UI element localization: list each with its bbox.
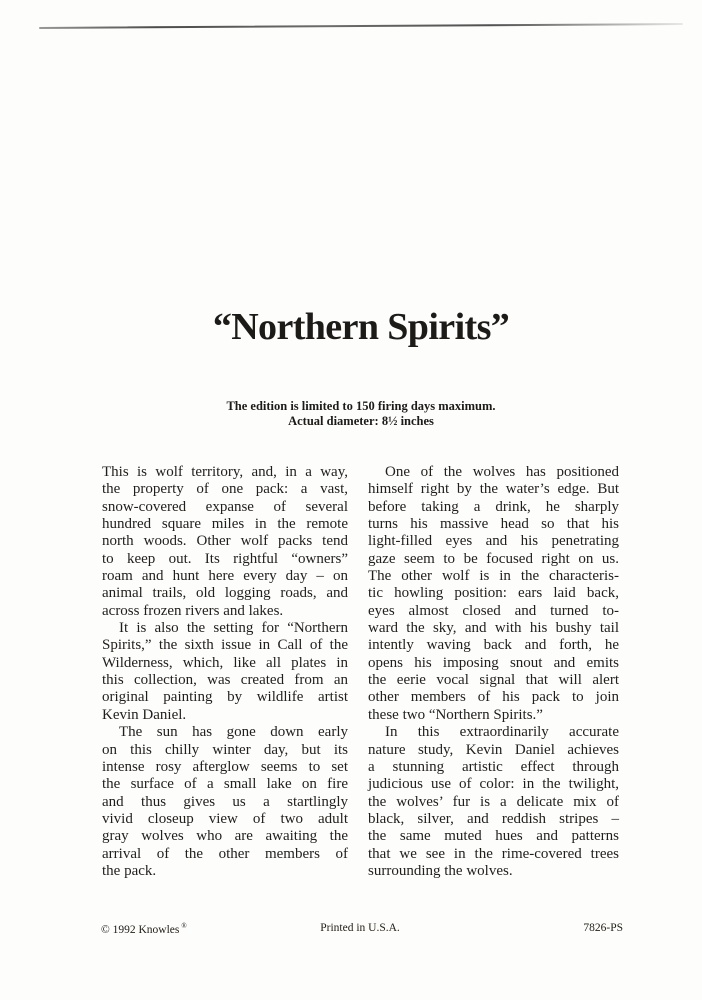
text-line: a stunning artistic effect through [368,758,619,775]
text-line: before taking a drink, he sharply [368,498,619,515]
text-line: the same muted hues and patterns [368,828,619,845]
text-line: animal trails, old logging roads, and [102,585,348,602]
text-line: nature study, Kevin Daniel achieves [368,741,619,758]
registered-trademark-mark: ® [181,922,187,930]
text-line: light-filled eyes and his penetrating [368,533,619,550]
text-line: arrival of the other members of [102,845,348,862]
text-line: this collection, was created from an [102,672,348,689]
text-line: roam and hunt here every day – on [102,568,348,585]
text-line: black, silver, and reddish stripes – [368,810,619,827]
text-line: surrounding the wolves. [368,862,513,879]
text-line: Kevin Daniel. [102,706,187,723]
text-line: that we see in the rime-covered trees [368,845,619,862]
text-line: the surface of a small lake on fire [102,776,348,793]
copyright-text: © 1992 Knowles [101,923,180,936]
text-line: gaze seem to be focused right on us. [368,550,619,567]
text-line: The sun has gone down early [119,724,348,741]
text-line: gray wolves who are awaiting the [102,828,348,845]
text-line: Wilderness, which, like all plates in [102,654,348,671]
text-line: himself right by the water’s edge. But [368,481,619,498]
right-text-column [368,464,619,880]
text-line: across frozen rivers and lakes. [102,602,284,619]
text-line: on this chilly winter day, but its [102,741,348,758]
text-line: tic howling position: ears laid back, [368,585,619,602]
text-line: judicious use of color: in the twilight, [368,776,619,793]
scan-edge-line [39,23,683,29]
text-line: opens his imposing snout and emits [368,654,619,671]
text-line: and thus gives us a startlingly [102,793,348,810]
printed-in-note: Printed in U.S.A. [320,922,400,934]
text-line: the property of one pack: a vast, [102,481,348,498]
text-line: The other wolf is in the characteris- [368,568,619,585]
text-line: intently waving back and forth, he [368,637,619,654]
text-line: It is also the setting for “Northern [119,620,348,637]
text-line: vivid closeup view of two adult [102,810,348,827]
text-line: intense rosy afterglow seems to set [102,758,348,775]
text-line: the wolves’ fur is a delicate mix of [368,793,619,810]
text-line: hundred square miles in the remote [102,516,348,533]
text-line: Spirits,” the sixth issue in Call of the [102,637,348,654]
text-line: the eerie vocal signal that will alert [368,672,619,689]
diameter-note: Actual diameter: 8½ inches [288,414,434,428]
edition-limit-note: The edition is limited to 150 firing days maximum. [226,399,496,413]
text-line: eyes almost closed and turned to- [368,602,619,619]
text-line: these two “Northern Spirits.” [368,706,543,723]
edition-notes [100,399,622,429]
text-line: the pack. [102,862,157,879]
text-line: north woods. Other wolf packs tend [102,533,348,550]
text-line: One of the wolves has positioned [385,464,619,480]
text-line: turns his massive head so that his [368,516,619,533]
text-line: snow-covered expanse of several [102,498,348,515]
text-line: to keep out. Its rightful “owners” [102,550,348,567]
text-line: In this extraordinarily accurate [385,724,619,741]
plate-title: “Northern Spirits” [212,306,510,348]
text-line: original painting by wildlife artist [102,689,348,706]
text-line: other members of his pack to join [368,689,619,706]
copyright-notice [101,922,187,936]
footer [0,922,702,942]
text-line: This is wolf territory, and, in a way, [102,464,348,480]
left-text-column [102,464,348,880]
text-line: ward the sky, and with his bushy tail [368,620,619,637]
item-code: 7826-PS [583,922,623,934]
